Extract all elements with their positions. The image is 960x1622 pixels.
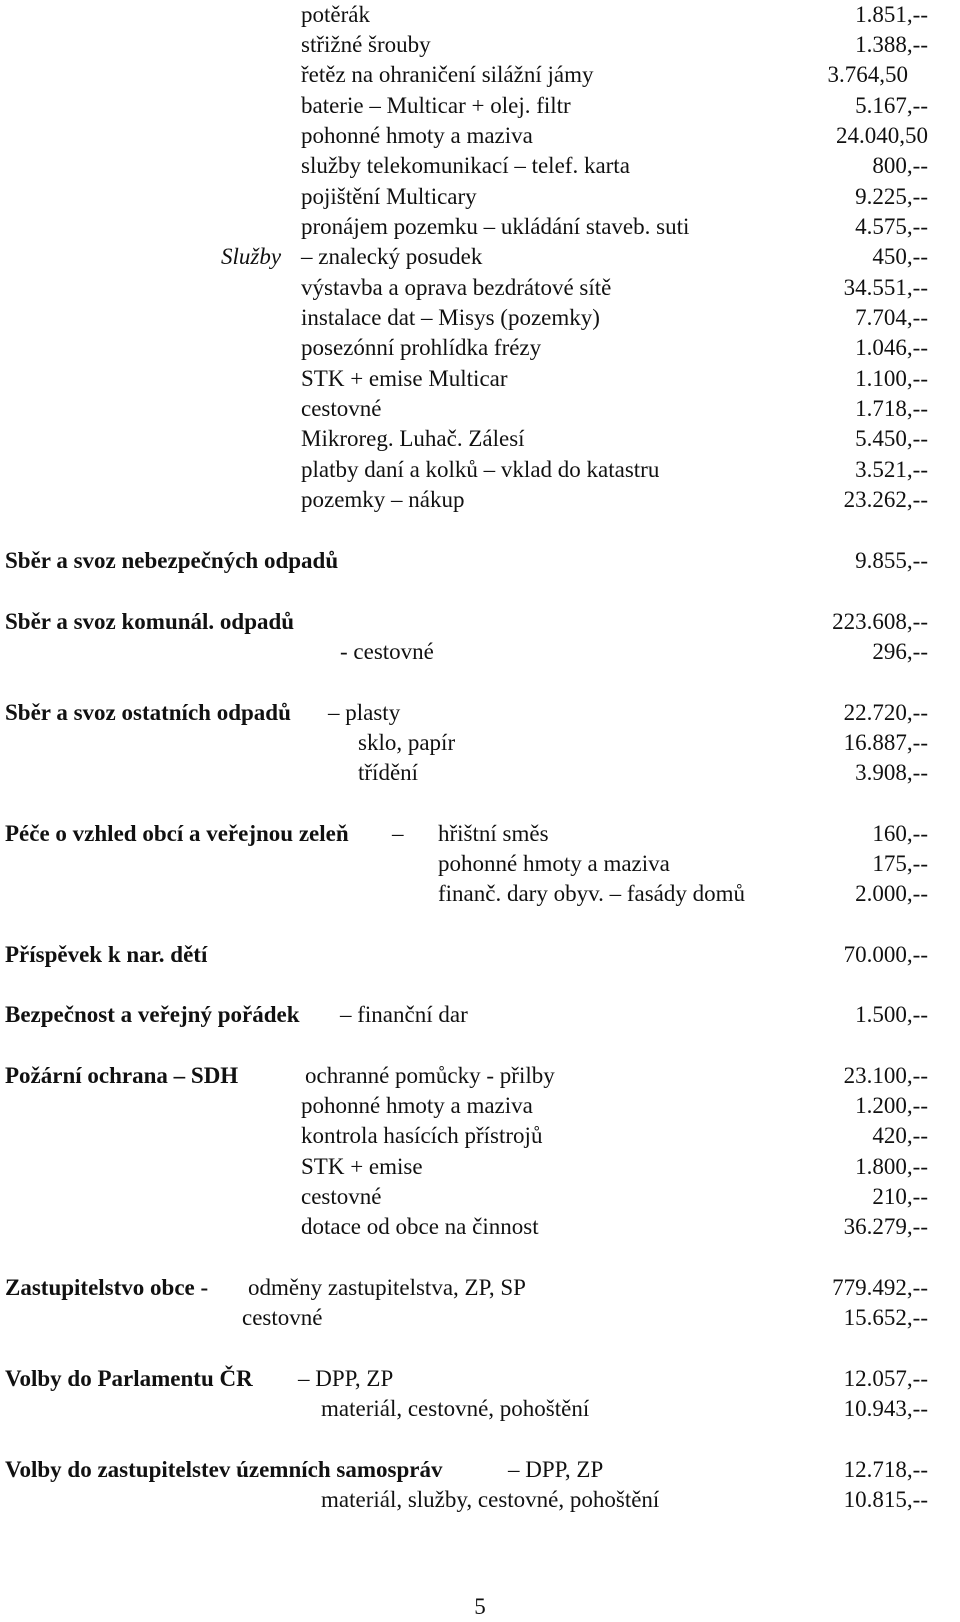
sub-value: 16.887,--	[843, 730, 928, 755]
section-value: 223.608,--	[832, 609, 928, 634]
service-value: 1.718,--	[855, 396, 928, 421]
sub-value: 210,--	[872, 1184, 928, 1209]
service-row	[0, 121, 960, 151]
sub-value: 420,--	[872, 1123, 928, 1148]
sub-item: - cestovné	[340, 639, 434, 664]
service-item: cestovné	[301, 396, 382, 421]
service-value: 3.521,--	[855, 457, 928, 482]
service-row	[0, 333, 960, 363]
service-row	[0, 273, 960, 303]
sub-value: 23.100,--	[843, 1063, 928, 1088]
sub-item: třídění	[358, 760, 419, 785]
sub-value: 15.652,--	[843, 1305, 928, 1330]
service-row	[0, 424, 960, 454]
service-row	[0, 455, 960, 485]
service-row	[0, 91, 960, 121]
section-title: Sběr a svoz nebezpečných odpadů	[5, 548, 339, 573]
fire-subrow	[0, 1121, 960, 1151]
service-row	[0, 212, 960, 242]
sub-item: – DPP, ZP	[298, 1366, 394, 1391]
sub-value: 1.200,--	[855, 1093, 928, 1118]
sub-item: dotace od obce na činnost	[301, 1214, 539, 1239]
sub-value: 175,--	[872, 851, 928, 876]
service-item: pohonné hmoty a maziva	[301, 123, 533, 148]
service-row	[0, 485, 960, 515]
sub-value: 3.908,--	[855, 760, 928, 785]
sub-item: odměny zastupitelstva, ZP, SP	[248, 1275, 526, 1300]
service-value: 23.262,--	[843, 487, 928, 512]
sub-item: pohonné hmoty a maziva	[301, 1093, 533, 1118]
service-row	[0, 394, 960, 424]
service-row	[0, 364, 960, 394]
sub-item: hřištní směs	[438, 821, 549, 846]
service-item: platby daní a kolků – vklad do katastru	[301, 457, 660, 482]
fire-subrow	[0, 1091, 960, 1121]
other-waste-subrow	[0, 728, 960, 758]
service-value: 34.551,--	[843, 275, 928, 300]
section-title: Požární ochrana – SDH	[5, 1063, 239, 1088]
service-value: 1.388,--	[855, 32, 928, 57]
service-row	[0, 182, 960, 212]
service-value: 4.575,--	[855, 214, 928, 239]
sub-value: 1.800,--	[855, 1154, 928, 1179]
sub-item: cestovné	[301, 1184, 382, 1209]
greenery-row	[0, 819, 960, 849]
sub-item: materiál, služby, cestovné, pohoštění	[321, 1487, 660, 1512]
section-title: Sběr a svoz ostatních odpadů	[5, 700, 291, 725]
sub-item: finanč. dary obyv. – fasády domů	[438, 881, 746, 906]
service-item: STK + emise Multicar	[301, 366, 508, 391]
service-item: řetěz na ohraničení silážní jámy	[301, 62, 594, 87]
sub-value: 10.943,--	[843, 1396, 928, 1421]
service-value: 7.704,--	[855, 305, 928, 330]
fire-row	[0, 1061, 960, 1091]
fire-subrow	[0, 1212, 960, 1242]
children-row	[0, 940, 960, 970]
section-value: 9.855,--	[855, 548, 928, 573]
sub-value: 296,--	[872, 639, 928, 664]
sub-item: kontrola hasících přístrojů	[301, 1123, 543, 1148]
other-waste-subrow	[0, 758, 960, 788]
service-item: střižné šrouby	[301, 32, 431, 57]
service-item: posezónní prohlídka frézy	[301, 335, 542, 360]
sub-value: 22.720,--	[843, 700, 928, 725]
greenery-subrow	[0, 879, 960, 909]
service-value: 450,--	[872, 244, 928, 269]
section-value: 1.500,--	[855, 1002, 928, 1027]
service-value: 5.450,--	[855, 426, 928, 451]
municipal-waste-row	[0, 607, 960, 637]
service-row	[0, 30, 960, 60]
sub-item: cestovné	[242, 1305, 323, 1330]
section-title: Bezpečnost a veřejný pořádek	[5, 1002, 300, 1027]
sub-item: – plasty	[328, 700, 401, 725]
sub-value: 10.815,--	[843, 1487, 928, 1512]
parliament-row	[0, 1364, 960, 1394]
service-value: 9.225,--	[855, 184, 928, 209]
other-waste-row	[0, 698, 960, 728]
service-row	[0, 303, 960, 333]
page-number: 5	[474, 1594, 486, 1619]
service-item: pozemky – nákup	[301, 487, 465, 512]
local-elections-row	[0, 1455, 960, 1485]
council-subrow	[0, 1303, 960, 1333]
service-value: 1.046,--	[855, 335, 928, 360]
sub-value: 12.057,--	[843, 1366, 928, 1391]
service-row	[0, 151, 960, 181]
municipal-waste-subrow	[0, 637, 960, 667]
service-row	[0, 242, 960, 272]
service-value: 1.851,--	[855, 2, 928, 27]
service-value: 5.167,--	[855, 93, 928, 118]
section-title: Zastupitelstvo obce -	[5, 1275, 209, 1300]
sub-value: 2.000,--	[855, 881, 928, 906]
sub-item: – finanční dar	[340, 1002, 468, 1027]
service-value: 800,--	[872, 153, 928, 178]
sub-value: 779.492,--	[832, 1275, 928, 1300]
sub-item: – DPP, ZP	[508, 1457, 604, 1482]
services-label: Služby	[221, 244, 282, 269]
sub-item: STK + emise	[301, 1154, 423, 1179]
service-item: – znalecký posudek	[301, 244, 483, 269]
service-value: 3.764,50	[827, 62, 908, 87]
section-title: Volby do zastupitelstev územních samospráv	[5, 1457, 443, 1482]
sub-item: sklo, papír	[358, 730, 456, 755]
sub-value: 160,--	[872, 821, 928, 846]
parliament-subrow	[0, 1394, 960, 1424]
council-row	[0, 1273, 960, 1303]
section-value: 70.000,--	[843, 942, 928, 967]
service-value: 24.040,50	[836, 123, 928, 148]
section-title: Péče o vzhled obcí a veřejnou zeleň	[5, 821, 349, 846]
service-item: instalace dat – Misys (pozemky)	[301, 305, 600, 330]
section-title: Volby do Parlamentu ČR	[5, 1366, 253, 1391]
service-item: baterie – Multicar + olej. filtr	[301, 93, 571, 118]
fire-subrow	[0, 1152, 960, 1182]
service-item: pojištění Multicary	[301, 184, 477, 209]
section-title: Příspěvek k nar. dětí	[5, 942, 208, 967]
greenery-subrow	[0, 849, 960, 879]
sub-value: 12.718,--	[843, 1457, 928, 1482]
dash-separator: –	[392, 821, 404, 846]
service-item: potěrák	[301, 2, 370, 27]
service-row	[0, 0, 960, 30]
service-item: Mikroreg. Luhač. Zálesí	[301, 426, 525, 451]
service-item: pronájem pozemku – ukládání staveb. suti	[301, 214, 690, 239]
service-value: 1.100,--	[855, 366, 928, 391]
section-title: Sběr a svoz komunál. odpadů	[5, 609, 295, 634]
hazardous-waste-row	[0, 546, 960, 576]
sub-value: 36.279,--	[843, 1214, 928, 1239]
fire-subrow	[0, 1182, 960, 1212]
service-item: výstavba a oprava bezdrátové sítě	[301, 275, 612, 300]
local-elections-subrow	[0, 1485, 960, 1515]
service-row	[0, 60, 960, 90]
sub-item: ochranné pomůcky - přilby	[305, 1063, 555, 1088]
sub-item: materiál, cestovné, pohoštění	[321, 1396, 590, 1421]
security-row	[0, 1000, 960, 1030]
sub-item: pohonné hmoty a maziva	[438, 851, 670, 876]
service-item: služby telekomunikací – telef. karta	[301, 153, 630, 178]
